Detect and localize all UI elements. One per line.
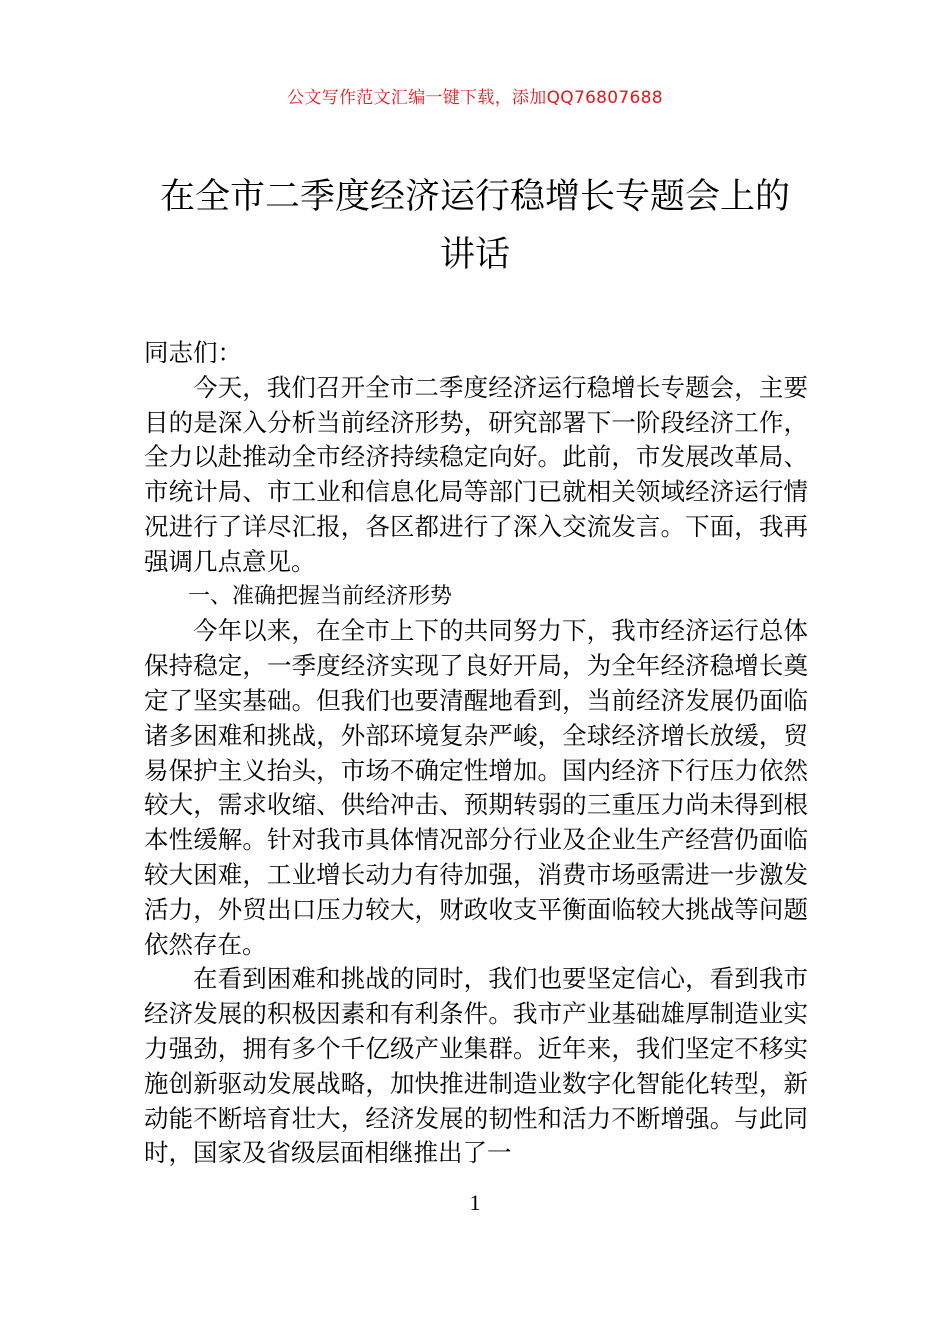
title-line-2: 讲话 [439,235,510,275]
document-title [120,168,830,284]
download-notice: 公文写作范文汇编一键下载，添加QQ76807688 [287,88,663,108]
page-number: 1 [469,1190,481,1215]
section-heading-1: 一、准确把握当前经济形势 [188,583,453,609]
title-line-1: 在全市二季度经济运行稳增长专题会上的 [159,177,790,217]
paragraph-section1-1: 今年以来，在全市上下的共同努力下，我市经济运行总体保持稳定，一季度经济实现了良好开局，为全年经济稳增长奠定了坚实基础。但我们也要清醒地看到，当前经济发展仍面临诸多困难和挑战，外部环境复杂严峻，全球经济增长放缓，贸易保护主义抬头，市场不确定性增加。国内经济下行压力依然较大，需求收缩、供给冲击、预期转弱的三重压力尚未得到根本性缓解。针对我市具体情况部分行业及企业生产经营仍面临较大困难，工业增长动力有待加强，消费市场亟需进一步激发活力，外贸出口压力较大，财政收支平衡面临较大挑战等问题依然存在。 [144,616,808,959]
document-body [144,336,808,1171]
paragraph-intro: 今天，我们召开全市二季度经济运行稳增长专题会，主要目的是深入分析当前经济形势，研究部署下一阶段经济工作，全力以赴推动全市经济持续稳定向好。此前，市发展改革局、市统计局、市工业和信息化局等部门已就相关领域经济运行情况进行了详尽汇报，各区都进行了深入交流发言。下面，我再强调几点意见。 [144,372,808,576]
salutation: 同志们： [144,338,242,367]
paragraph-section1-2: 在看到困难和挑战的同时，我们也要坚定信心，看到我市经济发展的积极因素和有利条件。我市产业基础雄厚制造业实力强劲，拥有多个千亿级产业集群。近年来，我们坚定不移实施创新驱动发展战略，加快推进制造业数字化智能化转型，新动能不断培育壮大，经济发展的韧性和活力不断增强。与此同时，国家及省级层面相继推出了一 [144,964,808,1168]
